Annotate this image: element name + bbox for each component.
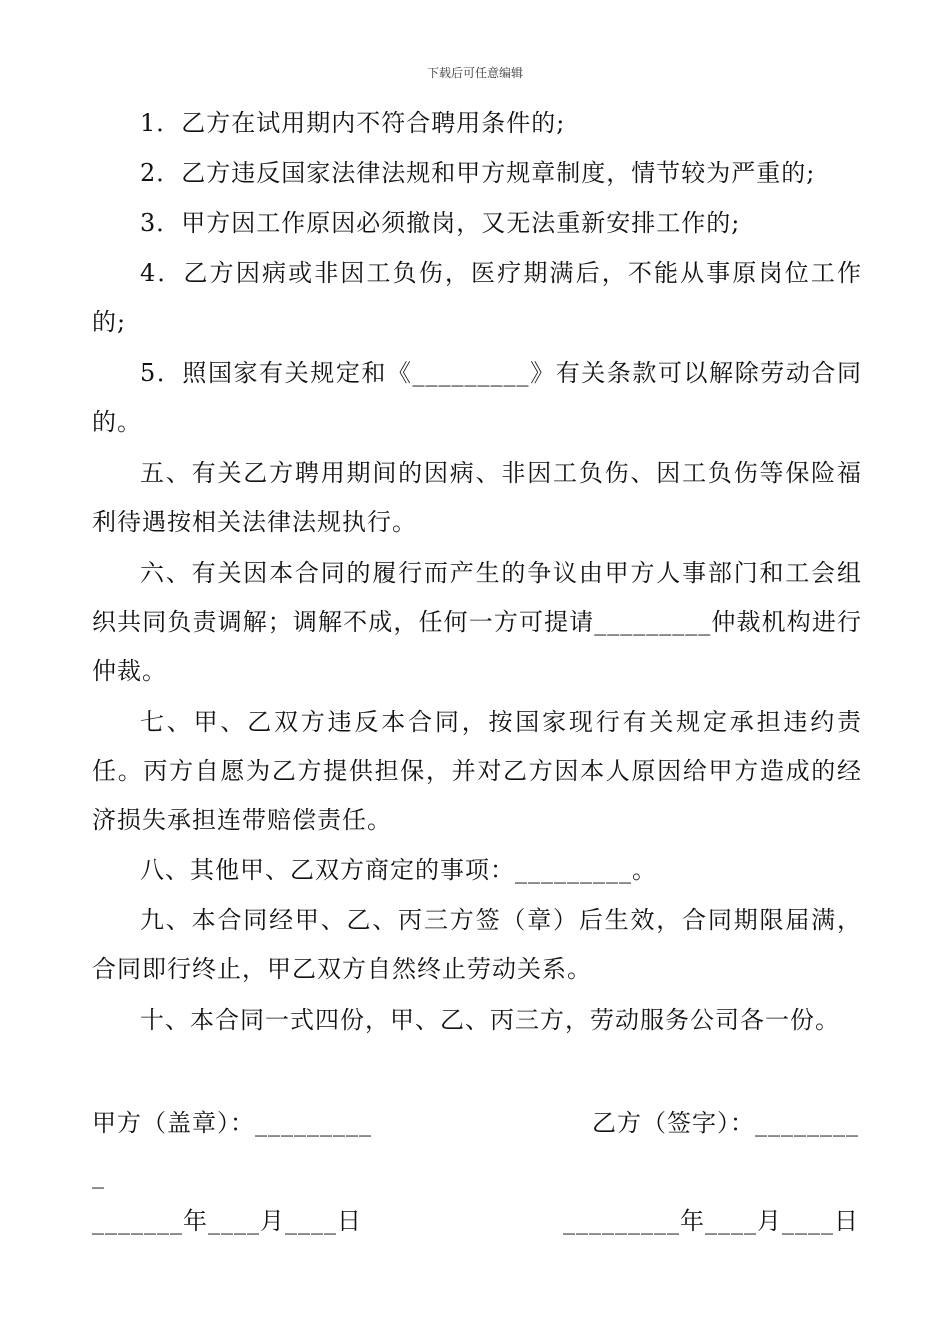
- party-b-signature-line: 乙方（签字）：________: [592, 1109, 859, 1137]
- clause-item-3: 3．甲方因工作原因必须撤岗，又无法重新安排工作的;: [140, 209, 741, 237]
- clause-nine: 九、本合同经甲、乙、丙三方签（章）后生效，合同期限届满，合同即行终止，甲乙双方自然终止劳动关系。: [92, 906, 862, 983]
- clause-ten: 十、本合同一式四份，甲、乙、丙三方，劳动服务公司各一份。: [140, 1006, 840, 1034]
- clause-item-4: 4．乙方因病或非因工负伤，医疗期满后，不能从事原岗位工作的;: [92, 259, 862, 336]
- clause-item-2: 2．乙方违反国家法律法规和甲方规章制度，情节较为严重的;: [140, 159, 816, 187]
- page-header: 下载后可任意编辑: [426, 66, 523, 80]
- party-a-date-line: _______年____月____日: [92, 1207, 362, 1235]
- clause-five: 五、有关乙方聘用期间的因病、非因工负伤、因工负伤等保险福利待遇按相关法律法规执行。: [92, 459, 862, 536]
- clause-eight: 八、其他甲、乙双方商定的事项：_________。: [140, 856, 657, 884]
- party-a-seal-line: 甲方（盖章）：_________: [92, 1109, 372, 1137]
- clause-item-1: 1．乙方在试用期内不符合聘用条件的;: [140, 109, 566, 137]
- party-b-date-line: _________年____月____日: [563, 1207, 859, 1235]
- clause-item-5: 5．照国家有关规定和《_________》有关条款可以解除劳动合同的。: [92, 359, 862, 436]
- party-b-signature-overflow: _: [92, 1161, 105, 1189]
- clause-six: 六、有关因本合同的履行而产生的争议由甲方人事部门和工会组织共同负责调解；调解不成，任何一方可提请_________仲裁机构进行仲裁。: [92, 559, 862, 685]
- clause-seven: 七、甲、乙双方违反本合同，按国家现行有关规定承担违约责任。丙方自愿为乙方提供担保，并对乙方因本人原因给甲方造成的经济损失承担连带赔偿责任。: [92, 708, 862, 834]
